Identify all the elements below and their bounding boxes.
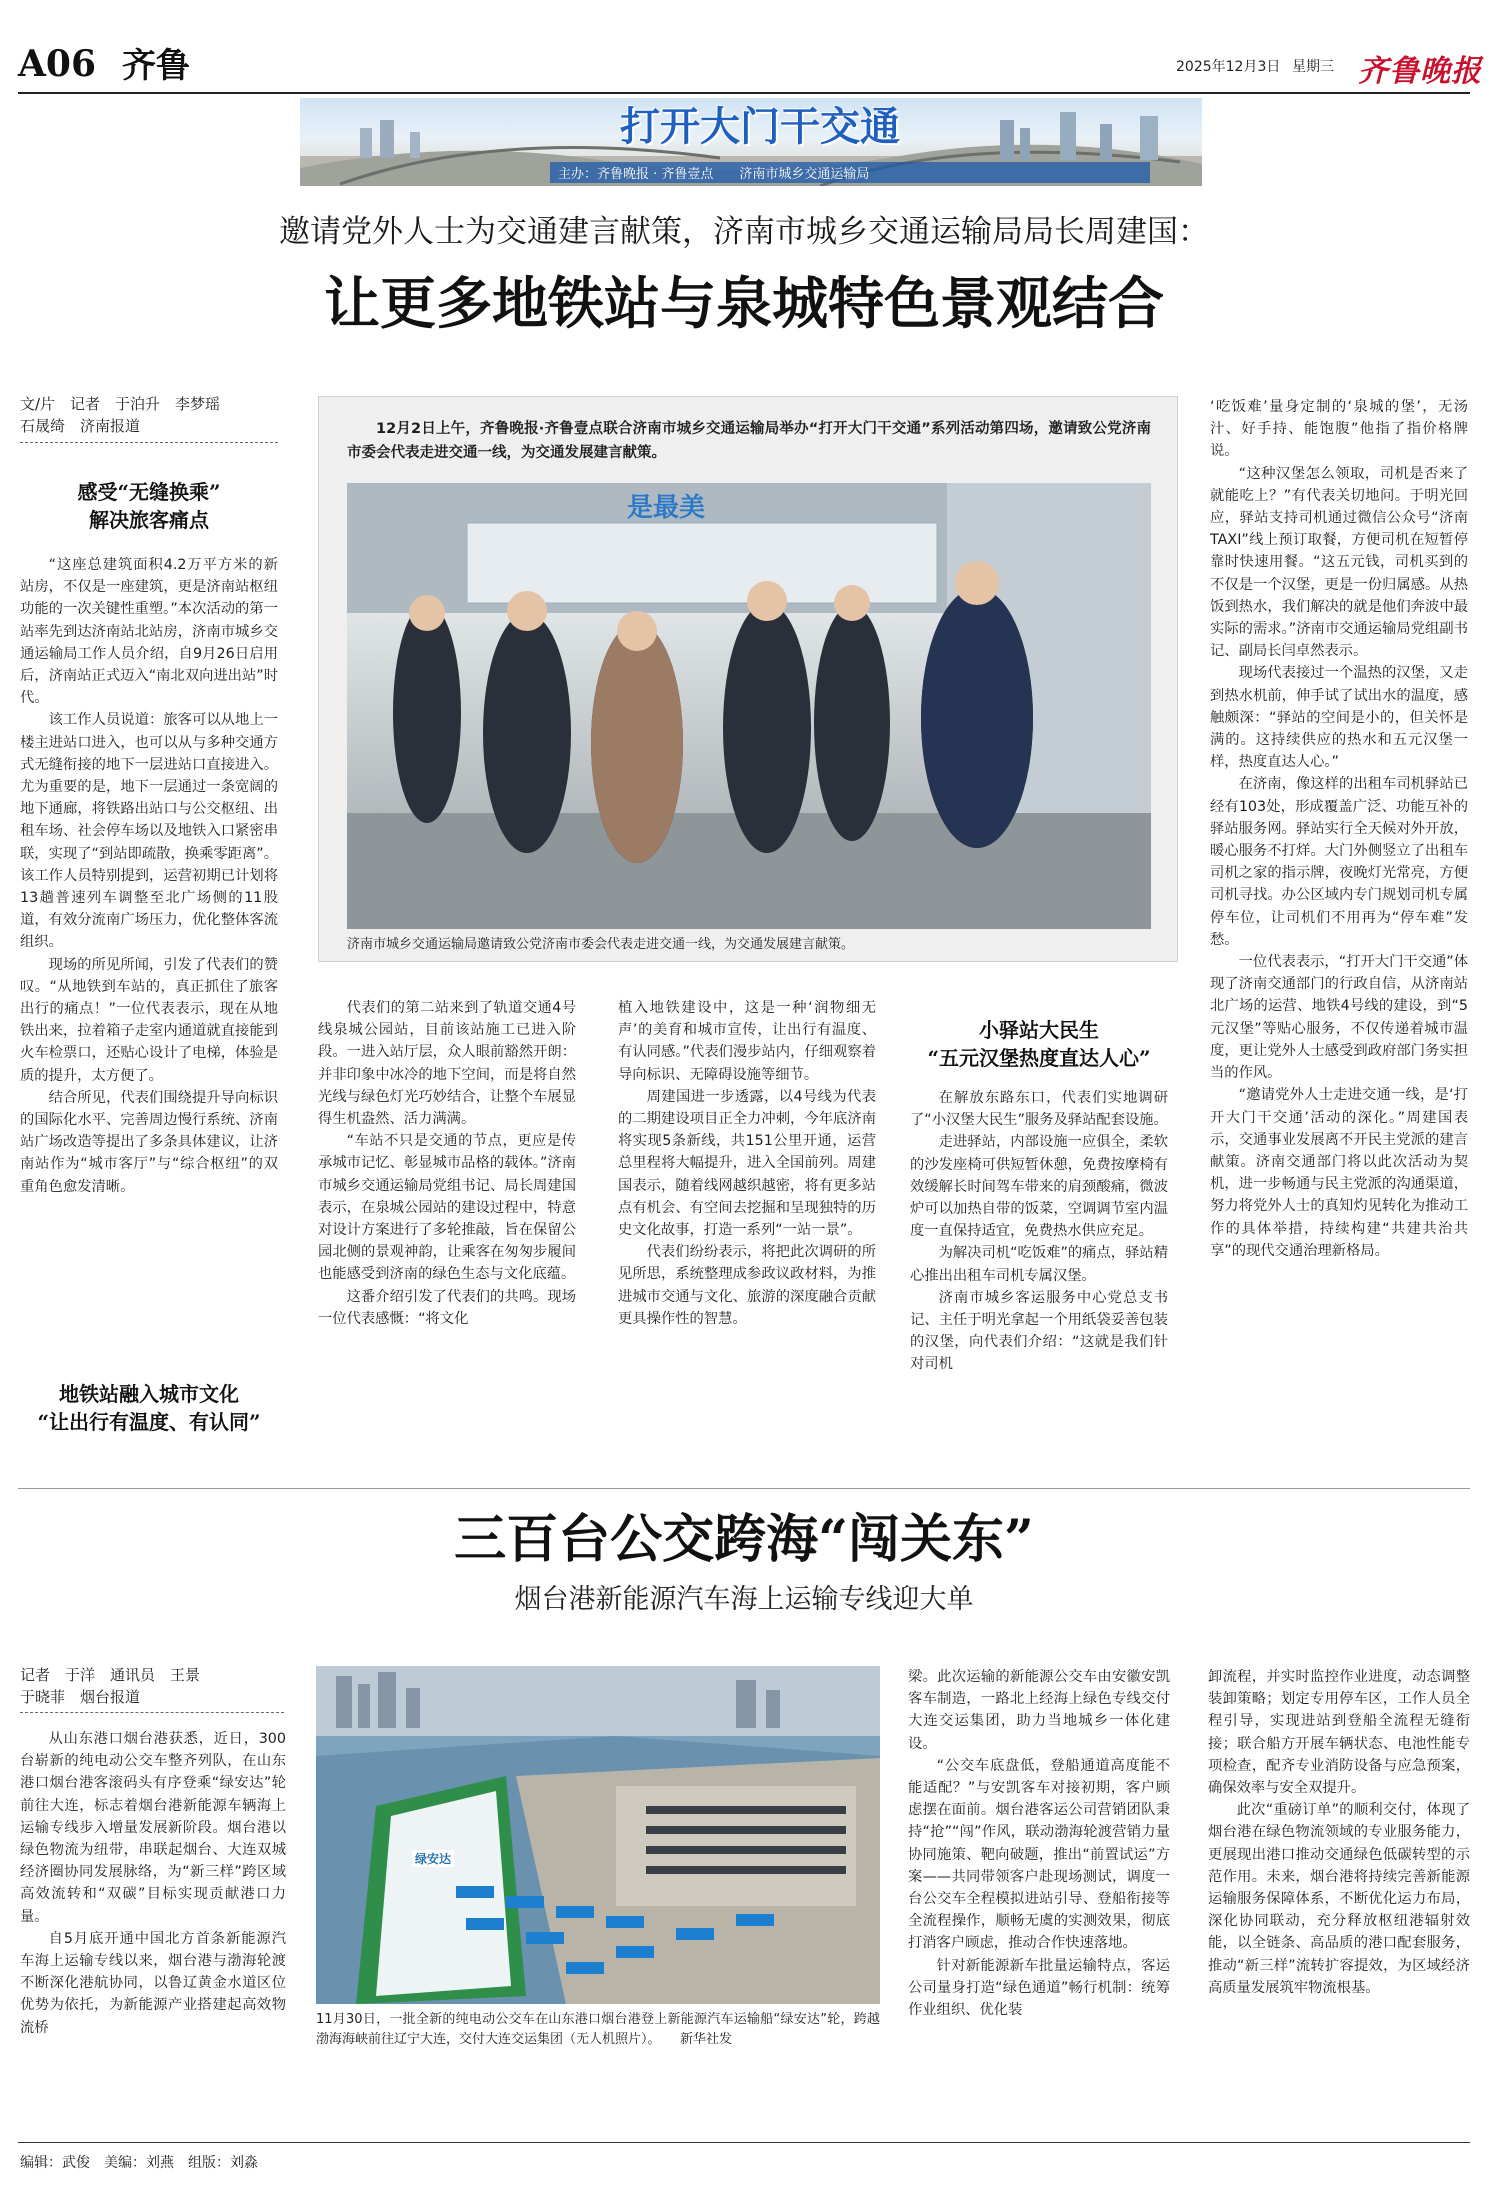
banner-title: 打开大门干交通	[620, 103, 900, 150]
story-separator	[18, 1488, 1470, 1489]
subhead-2-line2: “让出行有温度、有认同”	[37, 1410, 261, 1434]
issue-weekday: 星期三	[1292, 59, 1334, 75]
story1-col4-para: 在解放东路东口，代表们实地调研了“小汉堡大民生”服务及驿站配套设施。	[910, 1090, 1168, 1129]
header-rule	[18, 92, 1470, 94]
story1-col1-para: 该工作人员说道：旅客可以从地上一楼主进站口进入，也可以从与多种交通方式无缝衔接的地下一层进站口直接进入。尤为重要的是，地下一层通过一条宽阔的地下通廊，将铁路出站口与公交枢纽、出租车场、社会停车场以及地铁入口紧密串联，实现了“到站即疏散，换乘零距离”。该工作人员特别提到，运营初期已计划将13趟普速列车调整至北广场侧的11股道，有效分流南广场压力，优化整体客流组织。	[20, 712, 278, 951]
subhead-3-line1: 小驿站大民生	[979, 1018, 1099, 1042]
story1-col1-para: 现场的所见所闻，引发了代表们的赞叹。“从地铁到车站的，真正抓住了旅客出行的痛点！”一位代表表示，现在从地铁出来，拉着箱子走室内通道就直接能到火车检票口，还贴心设计了电梯，体验是质的提升，太方便了。	[20, 956, 278, 1084]
story1-col5-para: ‘吃饭难’量身定制的‘泉城的堡’，无汤汁、好手持、能饱腹”他指了指价格牌说。	[1210, 399, 1468, 460]
story2-column-3	[1208, 1666, 1470, 2136]
subhead-2-line1: 地铁站融入城市文化	[59, 1382, 239, 1406]
story1-kicker: 邀请党外人士为交通建言献策，济南市城乡交通运输局局长周建国：	[279, 214, 1209, 250]
story1-lead: 12月2日上午，齐鲁晚报·齐鲁壹点联合济南市城乡交通运输局举办“打开大门干交通”系列活动第四场，邀请致公党济南市委会代表走进交通一线，为交通发展建言献策。	[347, 421, 1151, 461]
ship-name-label: 绿安达	[412, 1850, 454, 1867]
story1-subhead-2	[20, 1380, 278, 1436]
story1-col3-para: 植入地铁建设中，这是一种‘润物细无声’的美育和城市宣传，让出行有温度、有认同感。”代表们漫步站内，仔细观察着导向标识、无障碍设施等细节。	[618, 1000, 876, 1083]
story1-byline-line1: 文/片 记者 于泊升 李梦瑶	[20, 395, 221, 413]
story2-column-1	[20, 1728, 286, 2134]
footer-rule	[18, 2142, 1470, 2143]
story1-col5-para: “这种汉堡怎么领取，司机是否来了就能吃上？”有代表关切地问。于明光回应，驿站支持司机通过微信公众号“济南TAXI”线上预订取餐，方便司机在短暂停靠时快速用餐。“这五元钱，司机买到的不仅是一个汉堡，更是一份归属感。从热饭到热水，我们解决的就是他们奔波中最实际的需求。”济南市交通运输局党组副书记、副局长闫卓然表示。	[1210, 465, 1468, 660]
story2-byline-line2: 于晓菲 烟台报道	[20, 1688, 141, 1706]
story1-col5-para: 一位代表表示，“打开大门干交通”体现了济南交通部门的行政自信，从济南站北广场的运营、地铁4号线的建设，到“5元汉堡”等贴心服务，不仅传递着城市温度，更让党外人士感受到政府部门务实担当的作风。	[1210, 954, 1468, 1082]
story2-photo	[316, 1666, 880, 2004]
banner-sponsor-label: 主办：	[558, 167, 598, 182]
subhead-1-line2: 解决旅客痛点	[89, 508, 209, 532]
story1-headline: 让更多地铁站与泉城特色景观结合	[324, 271, 1164, 337]
story2-byline	[20, 1664, 284, 1708]
port-scene	[316, 1666, 880, 2004]
story2-col2-para: “公交车底盘低，登船通道高度能不能适配？”与安凯客车对接初期，客户顾虑摆在面前。烟台港客运公司营销团队秉持“抢”“闯”作风，联动渤海轮渡营销力量协同施策、靶向破题，推出“前置试运”方案——共同带领客户赴现场测试，调度一台公交车全程模拟进站引导、登船衔接等全流程操作，顺畅无虞的实测效果，彻底打消客户顾虑，推动合作快速落地。	[908, 1757, 1170, 1952]
story2-headline: 三百台公交跨海“闯关东”	[454, 1509, 1034, 1570]
story2-col3-para: 此次“重磅订单”的顺利交付，体现了烟台港在绿色物流领域的专业服务能力，更展现出港口推动交通绿色低碳转型的示范作用。未来，烟台港将持续完善新能源运输服务保障体系，不断优化运力布局，深化协同联动，充分释放枢纽港辐射效能，以全链条、高品质的港口配套服务，推动“新三样”流转扩容提效，为区域经济高质量发展筑牢物流根基。	[1208, 1802, 1470, 1996]
story1-photo-box	[318, 396, 1178, 962]
story2-photo-caption: 11月30日，一批全新的纯电动公交车在山东港口烟台港登上新能源汽车运输船“绿安达”轮，跨越渤海海峡前往辽宁大连，交付大连交运集团（无人机照片）。 新华社发	[316, 2012, 880, 2047]
subhead-3-line2: “五元汉堡热度直达人心”	[927, 1046, 1151, 1070]
story2-col1-para: 自5月底开通中国北方首条新能源汽车海上运输专线以来，烟台港与渤海轮渡不断深化港航协同，以鲁辽黄金水道区位优势为依托，为新能源产业搭建起高效物流桥	[20, 1930, 286, 2036]
issue-date: 2025年12月3日	[1176, 59, 1281, 75]
story1-col3-para: 周建国进一步透露，以4号线为代表的二期建设项目正全力冲刺，今年底济南将实现5条新线，共151公里开通，运营总里程将大幅提升，进入全国前列。周建国表示，随着线网越织越密，将有更多站点有机会、有空间去挖掘和呈现独特的历史文化故事，打造一系列“一站一景”。	[618, 1088, 876, 1239]
story1-photo-caption: 济南市城乡交通运输局邀请致公党济南市委会代表走进交通一线，为交通发展建言献策。	[347, 937, 855, 952]
story1-col2-para: 代表们的第二站来到了轨道交通4号线泉城公园站，目前该站施工已进入阶段。一进入站厅层，众人眼前豁然开朗：并非印象中冰冷的地下空间，而是将自然光线与绿色灯光巧妙结合，让整个车展显得生机盎然、活力满满。	[318, 1000, 576, 1128]
story2-column-2	[908, 1666, 1170, 2136]
story1-col1-para: “这座总建筑面积4.2万平方米的新站房，不仅是一座建筑，更是济南站枢纽功能的一次关键性重塑。”本次活动的第一站率先到达济南站北站房，济南市城乡交通运输局工作人员介绍，自9月26日启用后，济南站正式迈入“南北双向进出站”时代。	[20, 557, 278, 707]
story1-subhead-3	[910, 1016, 1168, 1072]
story1-col5-para: 现场代表接过一个温热的汉堡，又走到热水机前，伸手试了试出水的温度，感触颇深：“驿站的空间是小的，但关怀是满的。这持续供应的热水和五元汉堡一样，热度直达人心。”	[1210, 665, 1468, 771]
photo-scene	[347, 483, 1151, 929]
byline-divider	[20, 442, 278, 443]
story1-col5-para: “邀请党外人士走进交通一线，是‘打开大门干交通’活动的深化。”周建国表示，交通事业发展离不开民主党派的建言献策。济南交通部门将以此次活动为契机，进一步畅通与民主党派的沟通渠道，努力将党外人士的真知灼见转化为推动工作的具体举措，持续构建“共建共治共享”的现代交通治理新格局。	[1210, 1087, 1468, 1259]
story1-column-4	[910, 1087, 1168, 1467]
story1-col4-para: 为解决司机“吃饭难”的痛点，驿站精心推出出租车司机专属汉堡。	[910, 1245, 1168, 1284]
story1-column-2	[318, 997, 576, 1467]
section-name: 齐鲁	[122, 46, 190, 86]
newspaper-logo: 齐鲁晚报	[1358, 54, 1482, 89]
story1-col4-para: 走进驿站，内部设施一应俱全，柔软的沙发座椅可供短暂休憩，免费按摩椅有效缓解长时间驾车带来的肩颈酸痛，微波炉可以加热自带的饭菜，空调调节室内温度一直保持适宜，免费热水供应充足。	[910, 1134, 1168, 1240]
banner-sponsors: 齐鲁晚报 · 齐鲁壹点 济南市城乡交通运输局	[597, 167, 870, 182]
story1-col5-para: 在济南，像这样的出租车司机驿站已经有103处，形成覆盖广泛、功能互补的驿站服务网。驿站实行全天候对外开放，暖心服务不打烊。大门外侧竖立了出租车司机之家的指示牌，夜晚灯光常亮，方便司机寻找。办公区域内专门规划司机专属停车位，让司机们不用再为“停车难”发愁。	[1210, 776, 1468, 948]
story1-col1-para: 结合所见，代表们围绕提升导向标识的国际化水平、完善周边慢行系统、济南站广场改造等提出了多条具体建议，让济南站作为“城市客厅”与“综合枢纽”的双重角色愈发清晰。	[20, 1089, 278, 1195]
page-number: A06	[18, 43, 97, 85]
subhead-1-line1: 感受“无缝换乘”	[77, 480, 221, 504]
story2-col2-para: 针对新能源新车批量运输特点，客运公司量身打造“绿色通道”畅行机制：统筹作业组织、优化装	[908, 1957, 1170, 2019]
story1-column-1	[20, 554, 278, 1414]
story1-subhead-1	[20, 478, 278, 534]
story1-col3-para: 代表们纷纷表示，将把此次调研的所见所思，系统整理成参政议政材料，为推进城市交通与文化、旅游的深度融合贡献更具操作性的智慧。	[618, 1244, 876, 1327]
editor-credits: 编辑：武俊 美编：刘燕 组版：刘淼	[20, 2155, 258, 2171]
story2-col3-para: 卸流程，并实时监控作业进度，动态调整装卸策略；划定专用停车区，工作人员全程引导，实现进站到登船全流程无缝衔接；联合船方开展车辆状态、电池性能专项检查，配齐专业消防设备与应急预案，确保效率与安全双提升。	[1208, 1669, 1470, 1797]
story1-byline	[20, 393, 278, 437]
campaign-banner	[300, 98, 1202, 186]
story1-byline-line2: 石晟绮 济南报道	[20, 417, 141, 435]
banner-sponsor-line	[550, 162, 1150, 183]
story2-col1-para: 从山东港口烟台港获悉，近日，300台崭新的纯电动公交车整齐列队，在山东港口烟台港客滚码头有序登乘“绿安达”轮前往大连，标志着烟台港新能源车辆海上运输专线步入增量发展新阶段。烟台港以绿色物流为纽带，串联起烟台、大连双城经济圈协同发展脉络，为“新三样”跨区域高效流转和“双碳”目标实现贡献港口力量。	[20, 1731, 286, 1925]
story2-col2-para: 梁。此次运输的新能源公交车由安徽安凯客车制造，一路北上经海上绿色专线交付大连交运集团，助力当地城乡一体化建设。	[908, 1669, 1170, 1752]
story1-photo	[347, 483, 1151, 929]
page-header	[0, 0, 1488, 100]
story2-byline-divider	[20, 1712, 284, 1713]
story1-col4-para: 济南市城乡客运服务中心党总支书记、主任于明光拿起一个用纸袋妥善包装的汉堡，向代表们介绍：“这就是我们针对司机	[910, 1289, 1168, 1373]
photo-station-sign: 是最美	[627, 493, 706, 523]
story1-column-5	[1210, 396, 1468, 1466]
story1-column-3	[618, 997, 876, 1467]
story2-subtitle: 烟台港新能源汽车海上运输专线迎大单	[514, 1584, 974, 1615]
story2-byline-line1: 记者 于洋 通讯员 王景	[20, 1666, 201, 1684]
story1-col2-para: 这番介绍引发了代表们的共鸣。现场一位代表感慨：“将文化	[318, 1288, 576, 1327]
story1-col2-para: “车站不只是交通的节点，更应是传承城市记忆、彰显城市品格的载体。”济南市城乡交通运输局党组书记、局长周建国表示，在泉城公园站的建设过程中，特意对设计方案进行了多轮推敲，旨在保留公园北侧的景观神韵，让乘客在匆匆步履间也能感受到济南的绿色生态与文化底蕴。	[318, 1133, 576, 1283]
